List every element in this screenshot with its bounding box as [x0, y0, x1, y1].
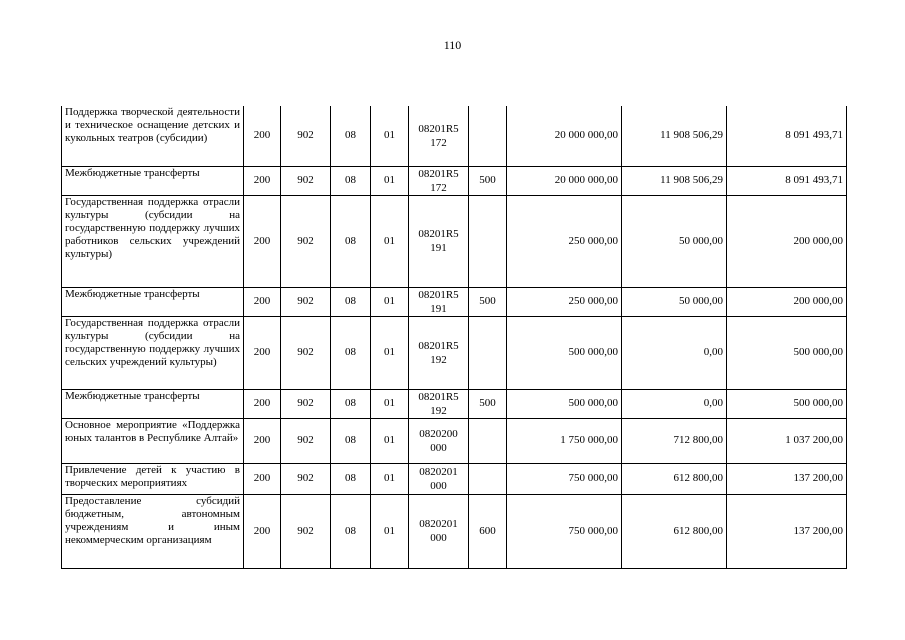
row-name: Государственная поддержка отрасли культуры (субсидии на государственную поддержку лучших сельских учреждений культуры) — [62, 316, 244, 389]
table-row — [62, 463, 847, 494]
plan-amount: 250 000,00 — [507, 195, 622, 287]
plan-amount: 1 750 000,00 — [507, 418, 622, 463]
target-line-1: 08201R5 — [418, 339, 459, 352]
grbs-code: 200 — [244, 166, 281, 195]
subsection-code: 01 — [371, 316, 409, 389]
section-code: 08 — [331, 106, 371, 166]
grbs-code: 200 — [244, 389, 281, 418]
table-row — [62, 287, 847, 316]
subsection-code: 01 — [371, 418, 409, 463]
executed-amount: 50 000,00 — [622, 287, 727, 316]
expense-type-code: 600 — [469, 494, 507, 568]
target-line-1: 08201R5 — [418, 228, 459, 240]
subsection-code: 01 — [371, 494, 409, 568]
ministry-code: 902 — [281, 494, 331, 568]
subsection-code: 01 — [371, 287, 409, 316]
target-article-code — [409, 389, 469, 418]
executed-amount: 0,00 — [622, 316, 727, 389]
expense-type-code: 500 — [469, 389, 507, 418]
target-line-2: 172 — [430, 181, 447, 194]
remainder-amount: 137 200,00 — [727, 463, 847, 494]
row-name: Государственная поддержка отрасли культуры (субсидии на государственную поддержку лучших работников сельских учреждений культуры) — [62, 195, 244, 287]
section-code: 08 — [331, 463, 371, 494]
ministry-code: 902 — [281, 316, 331, 389]
row-name: Поддержка творческой деятельности и техническое оснащение детских и кукольных театров (субсидии) — [62, 106, 244, 166]
ministry-code: 902 — [281, 166, 331, 195]
section-code: 08 — [331, 316, 371, 389]
expense-type-code — [469, 195, 507, 287]
row-name: Предоставление субсидий бюджетным, автономным учреждениям и иным некоммерческим организациям — [62, 494, 244, 568]
executed-amount: 712 800,00 — [622, 418, 727, 463]
target-line-2: 000 — [430, 441, 447, 454]
plan-amount: 20 000 000,00 — [507, 166, 622, 195]
plan-amount: 500 000,00 — [507, 316, 622, 389]
executed-amount: 612 800,00 — [622, 494, 727, 568]
grbs-code: 200 — [244, 195, 281, 287]
grbs-code: 200 — [244, 494, 281, 568]
expense-type-code — [469, 106, 507, 166]
subsection-code: 01 — [371, 463, 409, 494]
row-name: Привлечение детей к участию в творческих мероприятиях — [62, 463, 244, 494]
table-row — [62, 418, 847, 463]
target-line-2: 192 — [430, 353, 447, 366]
remainder-amount: 200 000,00 — [727, 195, 847, 287]
ministry-code: 902 — [281, 195, 331, 287]
target-line-2: 192 — [430, 404, 447, 417]
remainder-amount: 8 091 493,71 — [727, 106, 847, 166]
grbs-code: 200 — [244, 287, 281, 316]
subsection-code: 01 — [371, 106, 409, 166]
target-article-code — [409, 106, 469, 166]
grbs-code: 200 — [244, 418, 281, 463]
plan-amount: 20 000 000,00 — [507, 106, 622, 166]
target-article-code — [409, 195, 469, 287]
target-article-code — [409, 494, 469, 568]
row-name: Межбюджетные трансферты — [62, 287, 244, 316]
executed-amount: 11 908 506,29 — [622, 166, 727, 195]
target-article-code — [409, 463, 469, 494]
target-line-2: 191 — [430, 302, 447, 315]
plan-amount: 250 000,00 — [507, 287, 622, 316]
ministry-code: 902 — [281, 389, 331, 418]
remainder-amount: 500 000,00 — [727, 316, 847, 389]
table-row — [62, 494, 847, 568]
target-article-code — [409, 287, 469, 316]
target-line-1: 08201R5 — [418, 288, 459, 301]
expense-type-code — [469, 463, 507, 494]
executed-amount: 612 800,00 — [622, 463, 727, 494]
plan-amount: 750 000,00 — [507, 494, 622, 568]
plan-amount: 750 000,00 — [507, 463, 622, 494]
executed-amount: 11 908 506,29 — [622, 106, 727, 166]
expense-type-code: 500 — [469, 287, 507, 316]
target-line-2: 172 — [430, 136, 447, 149]
target-line-2: 000 — [430, 479, 447, 492]
section-code: 08 — [331, 287, 371, 316]
row-name: Основное мероприятие «Поддержка юных талантов в Республике Алтай» — [62, 418, 244, 463]
grbs-code: 200 — [244, 106, 281, 166]
target-line-1: 0820201 — [419, 465, 458, 478]
section-code: 08 — [331, 418, 371, 463]
executed-amount: 50 000,00 — [622, 195, 727, 287]
expense-type-code — [469, 316, 507, 389]
subsection-code: 01 — [371, 166, 409, 195]
section-code: 08 — [331, 166, 371, 195]
table-row — [62, 389, 847, 418]
table-row — [62, 106, 847, 166]
target-line-1: 08201R5 — [418, 122, 459, 135]
plan-amount: 500 000,00 — [507, 389, 622, 418]
section-code: 08 — [331, 195, 371, 287]
grbs-code: 200 — [244, 463, 281, 494]
remainder-amount: 500 000,00 — [727, 389, 847, 418]
target-line-2: 000 — [430, 532, 447, 544]
ministry-code: 902 — [281, 287, 331, 316]
row-name: Межбюджетные трансферты — [62, 166, 244, 195]
remainder-amount: 8 091 493,71 — [727, 166, 847, 195]
target-article-code — [409, 418, 469, 463]
grbs-code: 200 — [244, 316, 281, 389]
target-line-1: 08201R5 — [418, 167, 459, 180]
section-code: 08 — [331, 494, 371, 568]
target-article-code — [409, 316, 469, 389]
target-line-2: 191 — [430, 242, 447, 254]
target-article-code — [409, 166, 469, 195]
remainder-amount: 200 000,00 — [727, 287, 847, 316]
target-line-1: 0820200 — [419, 427, 458, 440]
ministry-code: 902 — [281, 418, 331, 463]
section-code: 08 — [331, 389, 371, 418]
subsection-code: 01 — [371, 389, 409, 418]
remainder-amount: 137 200,00 — [727, 494, 847, 568]
target-line-1: 0820201 — [419, 518, 458, 530]
target-line-1: 08201R5 — [418, 390, 459, 403]
table-row — [62, 195, 847, 287]
subsection-code: 01 — [371, 195, 409, 287]
executed-amount: 0,00 — [622, 389, 727, 418]
row-name: Межбюджетные трансферты — [62, 389, 244, 418]
page-number: 110 — [443, 38, 462, 52]
ministry-code: 902 — [281, 106, 331, 166]
remainder-amount: 1 037 200,00 — [727, 418, 847, 463]
table-row — [62, 166, 847, 195]
table-row — [62, 316, 847, 389]
expense-type-code: 500 — [469, 166, 507, 195]
expense-type-code — [469, 418, 507, 463]
ministry-code: 902 — [281, 463, 331, 494]
budget-table — [61, 106, 847, 569]
